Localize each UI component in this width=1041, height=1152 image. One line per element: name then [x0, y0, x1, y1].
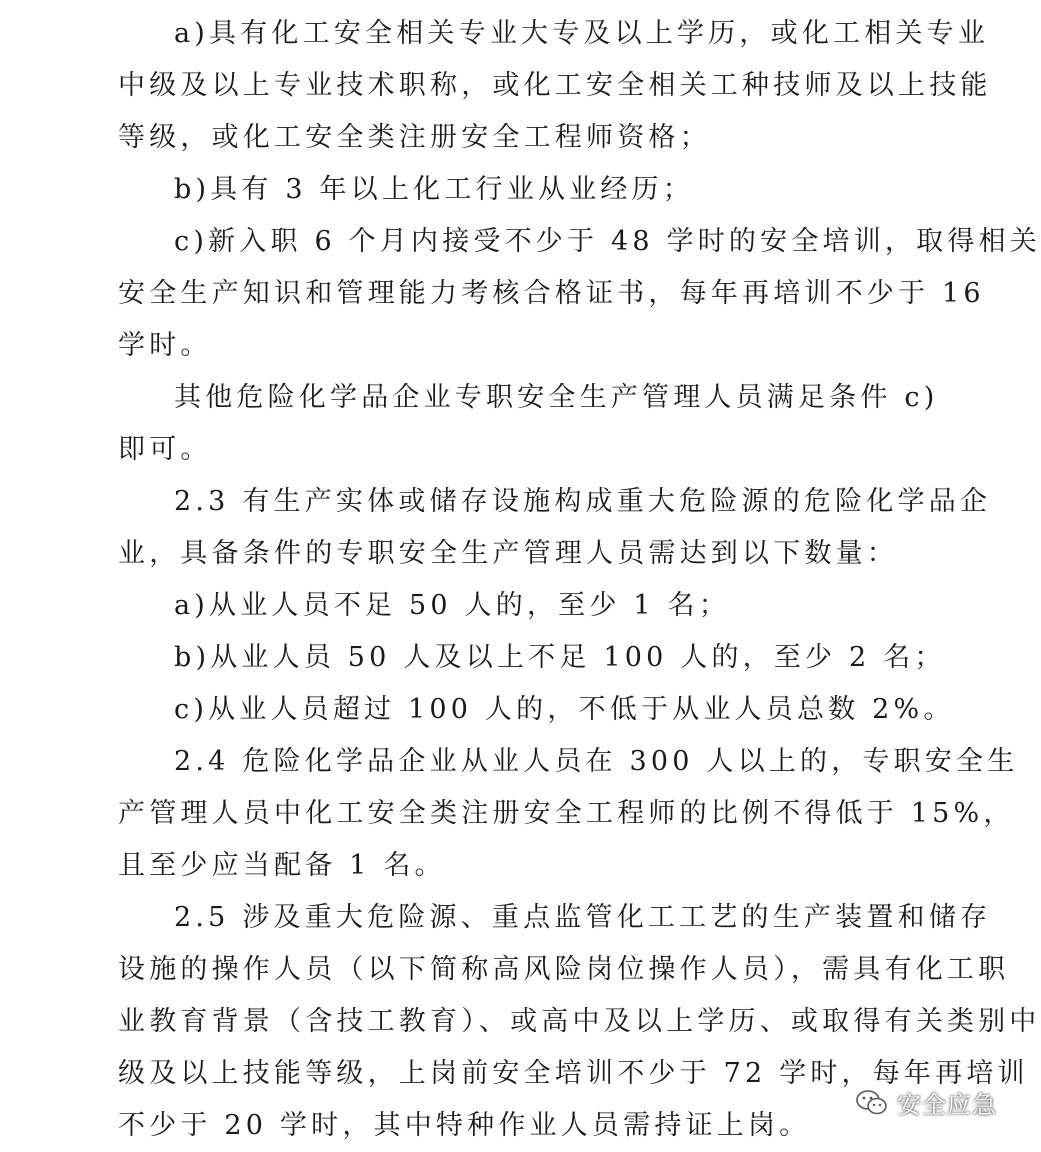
text-line: a)从业人员不足 50 人的，至少 1 名； — [174, 590, 730, 621]
text-line: c)从业人员超过 100 人的，不低于从业人员总数 2%。 — [174, 694, 955, 725]
text-line: 即可。 — [118, 434, 212, 465]
text-line: 产管理人员中化工安全类注册安全工程师的比例不得低于 15%， — [118, 798, 1015, 829]
text-line: 且至少应当配备 1 名。 — [118, 850, 446, 881]
text-line: 业教育背景（含技工教育）、或高中及以上学历、或取得有关类别中 — [118, 1006, 1041, 1037]
watermark — [855, 1085, 997, 1120]
text-line: 2.3 有生产实体或储存设施构成重大危险源的危险化学品企 — [174, 486, 992, 517]
text-line: c)新入职 6 个月内接受不少于 48 学时的安全培训，取得相关 — [174, 226, 1041, 257]
text-line: 其他危险化学品企业专职安全生产管理人员满足条件 c) — [174, 382, 939, 413]
text-line: 设施的操作人员（以下简称高风险岗位操作人员），需具有化工职 — [118, 954, 1010, 985]
text-line: a)具有化工安全相关专业大专及以上学历，或化工相关专业 — [174, 18, 990, 49]
wechat-icon — [855, 1089, 889, 1117]
text-line: 2.4 危险化学品企业从业人员在 300 人以上的，专职安全生 — [174, 746, 1019, 777]
watermark-text: 安全应急 — [897, 1091, 997, 1119]
text-line: 2.5 涉及重大危险源、重点监管化工工艺的生产装置和储存 — [174, 902, 992, 933]
text-line: b)具有 3 年以上化工行业从业经历； — [174, 174, 694, 205]
text-line: 等级，或化工安全类注册安全工程师资格； — [118, 122, 711, 153]
text-line: 安全生产知识和管理能力考核合格证书，每年再培训不少于 16 — [118, 278, 985, 309]
text-line: 业，具备条件的专职安全生产管理人员需达到以下数量： — [118, 538, 898, 569]
text-line: 中级及以上专业技术职称，或化工安全相关工种技师及以上技能 — [118, 70, 992, 101]
text-line: 不少于 20 学时，其中特种作业人员需持证上岗。 — [118, 1110, 811, 1141]
text-line: b)从业人员 50 人及以上不足 100 人的，至少 2 名； — [174, 642, 946, 673]
text-line: 学时。 — [118, 330, 212, 361]
text-line: 级及以上技能等级，上岗前安全培训不少于 72 学时，每年再培训 — [118, 1058, 1029, 1089]
